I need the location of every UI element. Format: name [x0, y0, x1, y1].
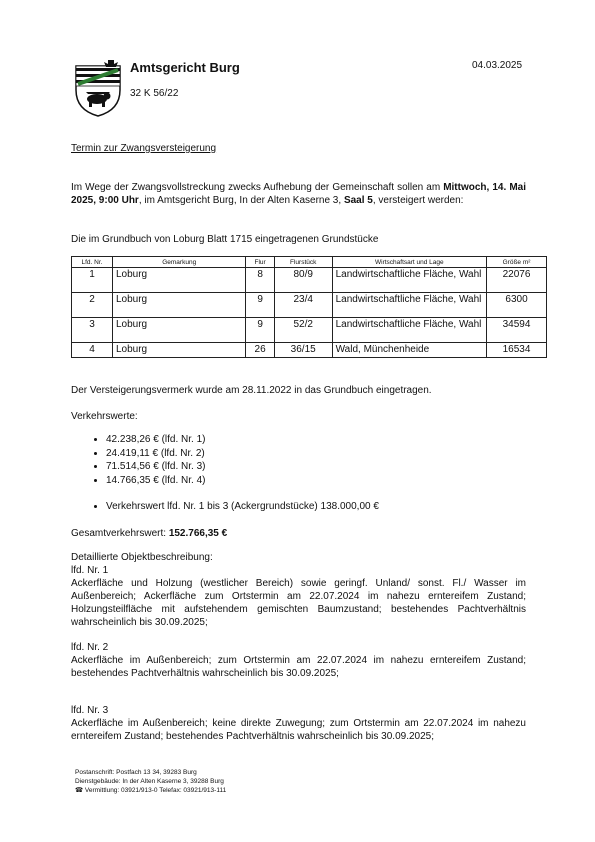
intro-text-1: Im Wege der Zwangsvollstreckung zwecks Aufhebung der Gemeinschaft sollen am: [71, 182, 444, 193]
beschreibung-text-2: Ackerfläche im Außenbereich; zum Ortstermin am 22.07.2024 im nahezu erntereifem Zustand; bestehendes Pachtverhältnis wahrscheinlich bis 30.09.2025;: [71, 655, 526, 679]
auction-datetime: Mittwoch, 14. Mai 2025, 9:00 Uhr: [71, 182, 526, 206]
table-row: [72, 268, 547, 293]
list-item: • 14.766,35 € (lfd. Nr. 4): [106, 474, 206, 488]
footer-telefon: ☎ Vermittlung: 03921/913-0 Telefax: 03921/913-111: [75, 787, 227, 794]
cell-gemarkung: Loburg: [112, 318, 245, 343]
intro-text-3: , versteigert werden:: [372, 195, 464, 206]
intro-text-2: , im Amtsgericht Burg, In der Alten Kaserne 3,: [138, 195, 344, 206]
total-label: Gesamtverkehrswert:: [71, 528, 169, 539]
cell-art: Landwirtschaftliche Fläche, Wahl: [332, 268, 486, 293]
list-item: • 42.238,26 € (lfd. Nr. 1): [106, 433, 206, 447]
intro-paragraph: [71, 181, 526, 207]
col-header: Gemarkung: [112, 257, 245, 268]
col-header: Flurstück: [274, 257, 332, 268]
col-header: Lfd. Nr.: [72, 257, 113, 268]
footer: [75, 768, 226, 795]
cell-art: Landwirtschaftliche Fläche, Wahl: [332, 318, 486, 343]
coat-of-arms-icon: [72, 58, 124, 118]
beschreibung-heading-3: lfd. Nr. 3: [71, 705, 109, 716]
cell-groesse: 22076: [487, 268, 547, 293]
footer-dienstgebaeude: Dienstgebäude: In der Alten Kaserne 3, 39288 Burg: [75, 778, 224, 785]
cell-groesse: 16534: [487, 343, 547, 358]
cell-flurstueck: 80/9: [274, 268, 332, 293]
cell-flur: 9: [246, 318, 274, 343]
list-item: • Verkehrswert lfd. Nr. 1 bis 3 (Ackergrundstücke) 138.000,00 €: [106, 501, 379, 512]
cell-gemarkung: Loburg: [112, 268, 245, 293]
cell-art: Landwirtschaftliche Fläche, Wahl: [332, 293, 486, 318]
verkehrswerte-list: [80, 433, 206, 487]
cell-gemarkung: Loburg: [112, 343, 245, 358]
verkehrswerte-label: Verkehrswerte:: [71, 411, 138, 422]
list-item: • 71.514,56 € (lfd. Nr. 3): [106, 460, 206, 474]
cell-flur: 26: [246, 343, 274, 358]
beschreibung-text-1: Ackerfläche und Holzung (westlicher Bereich) sowie geringf. Unland/ sonst. Fl./ Wasser im Außenbereich; Ackerfläche zum Ortstermin am 22.07.2024 im nahezu erntereifem Zustand; Holzungsteilfläche mit aufstehendem gemischten Baumzustand; bestehendes Pachtverhältnis wahrscheinlich bis 30.09.2025;: [71, 578, 526, 628]
cell-flur: 9: [246, 293, 274, 318]
cell-nr: 1: [72, 268, 113, 293]
beschreibung-heading-2: lfd. Nr. 2: [71, 642, 109, 653]
col-header: Flur: [246, 257, 274, 268]
auction-room: Saal 5: [343, 195, 373, 206]
cell-art: Wald, Münchenheide: [332, 343, 486, 358]
cell-nr: 3: [72, 318, 113, 343]
beschreibung-label: Detaillierte Objektbeschreibung:: [71, 552, 213, 563]
beschreibung-heading-1: lfd. Nr. 1: [71, 565, 109, 576]
cell-groesse: 34594: [487, 318, 547, 343]
verkehrswert-acker-list: [80, 501, 379, 512]
cell-groesse: 6300: [487, 293, 547, 318]
list-item: • 24.419,11 € (lfd. Nr. 2): [106, 447, 206, 461]
vermerk-text: Der Versteigerungsvermerk wurde am 28.11.2022 in das Grundbuch eingetragen.: [71, 385, 432, 396]
table-header-row: [72, 257, 547, 268]
cell-flurstueck: 23/4: [274, 293, 332, 318]
table-row: [72, 343, 547, 358]
col-header: Größe m²: [487, 257, 547, 268]
gesamtverkehrswert: [71, 527, 526, 540]
footer-postanschrift: Postanschrift: Postfach 13 34, 39283 Burg: [75, 769, 197, 776]
table-row: [72, 318, 547, 343]
property-table: [71, 256, 547, 358]
cell-flurstueck: 36/15: [274, 343, 332, 358]
cell-gemarkung: Loburg: [112, 293, 245, 318]
total-value: 152.766,35 €: [168, 528, 228, 539]
grundbuch-line: Die im Grundbuch von Loburg Blatt 1715 eingetragenen Grundstücke: [71, 234, 379, 245]
cell-flurstueck: 52/2: [274, 318, 332, 343]
document-date: 04.03.2025: [472, 60, 523, 71]
col-header: Wirtschaftsart und Lage: [332, 257, 486, 268]
notice-title: Termin zur Zwangsversteigerung: [71, 143, 217, 154]
beschreibung-text-3: Ackerfläche im Außenbereich; keine direkte Zuwegung; zum Ortstermin am 22.07.2024 im nahezu erntereifem Zustand; bestehendes Pachtverhältnis wahrscheinlich bis 30.09.2025;: [71, 718, 526, 742]
cell-flur: 8: [246, 268, 274, 293]
table-row: [72, 293, 547, 318]
cell-nr: 4: [72, 343, 113, 358]
file-number: 32 K 56/22: [130, 88, 179, 99]
cell-nr: 2: [72, 293, 113, 318]
court-name: Amtsgericht Burg: [130, 60, 240, 75]
